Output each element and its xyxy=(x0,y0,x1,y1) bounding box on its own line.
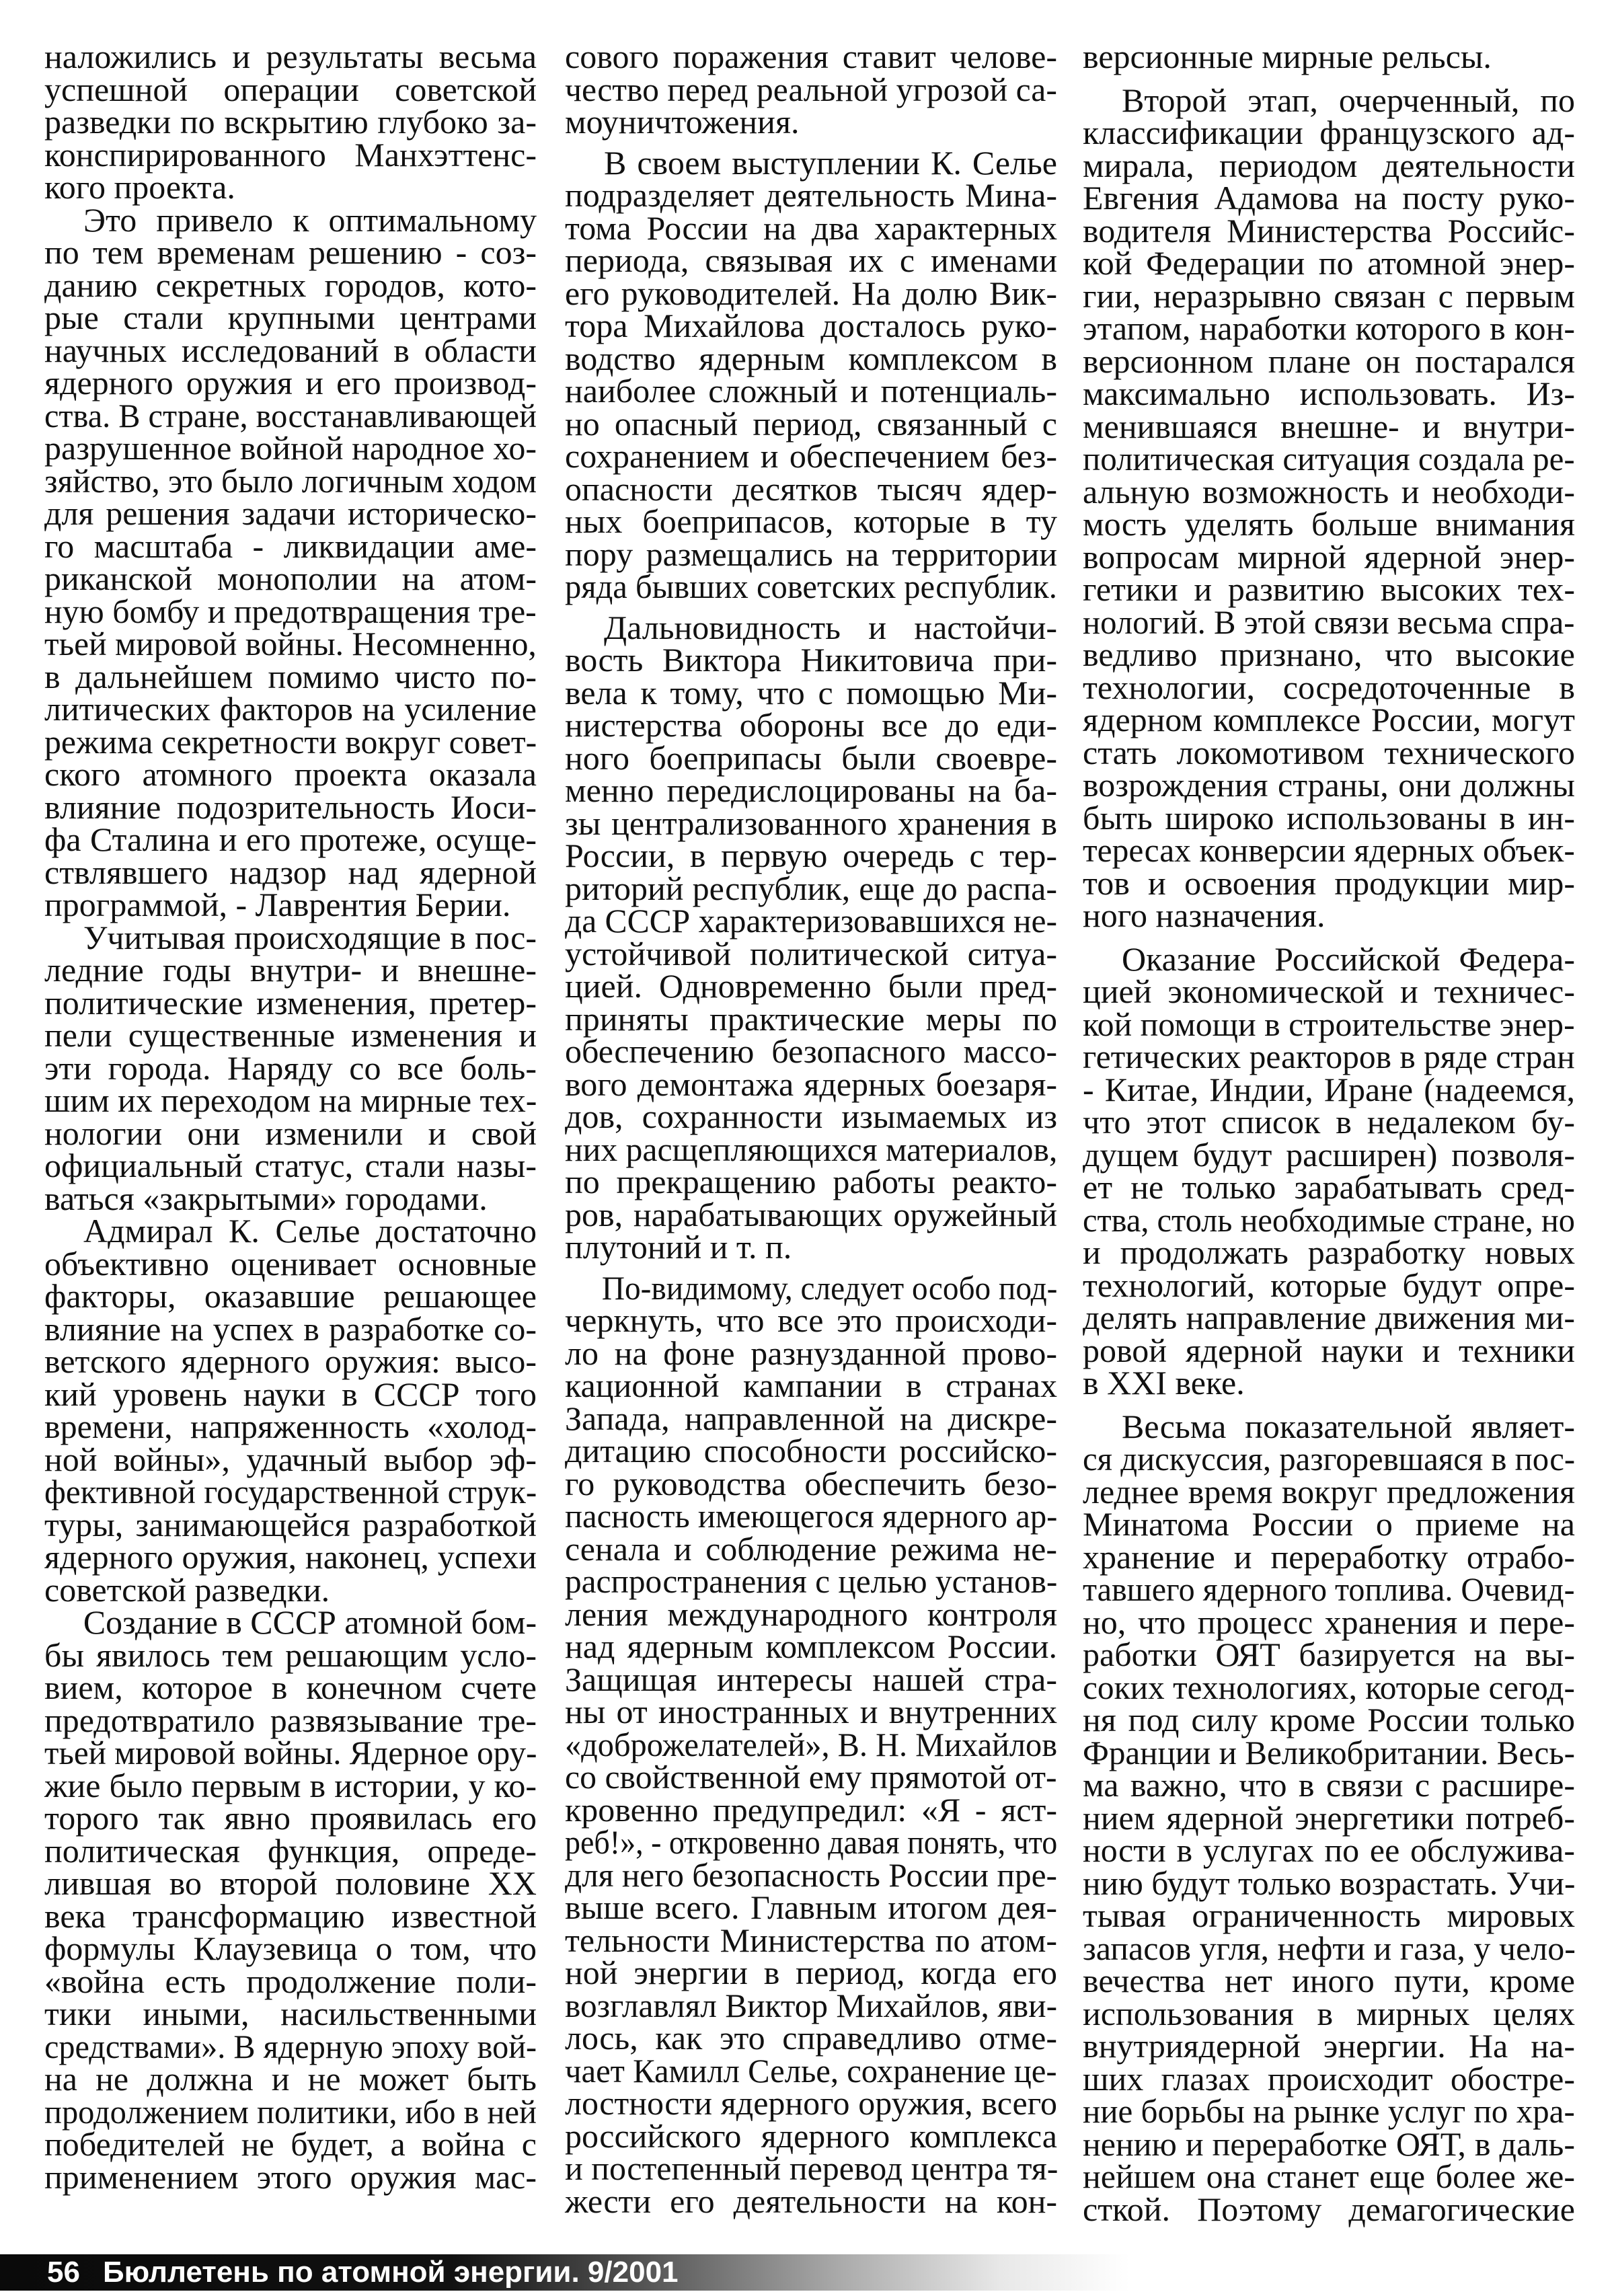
text-line: риканской монополии на атом- xyxy=(44,560,537,597)
text-line: Учитывая происходящие в пос- xyxy=(83,918,537,956)
text-line: «доброжелателей», В. Н. Михайлов xyxy=(565,1725,1058,1763)
text-line: мирала, периодом деятельности xyxy=(1083,146,1575,184)
text-line: ядерном комплексе России, могут xyxy=(1083,701,1575,738)
text-line: нейшем она станет еще более же- xyxy=(1083,2157,1575,2195)
text-line: ности в услугах по ее обслужива- xyxy=(1083,1831,1575,1869)
text-line: литических факторов на усиление xyxy=(44,690,537,728)
text-line: Запада, направленной на дискре- xyxy=(565,1399,1057,1437)
text-line: объективно оценивает основные xyxy=(44,1244,537,1283)
text-line: - Китае, Индии, Иране (надеемся, xyxy=(1083,1070,1575,1108)
text-line: ветского ядерного оружия: высо- xyxy=(44,1342,537,1380)
text-line: ряда бывших советских республик. xyxy=(565,568,1057,605)
text-line: ны от иностранных и внутренних xyxy=(565,1693,1057,1730)
text-line: цией экономической и техничес- xyxy=(1083,972,1575,1010)
text-line: ную бомбу и предотвращения тре- xyxy=(44,592,537,630)
text-line: лось, как это справедливо отме- xyxy=(565,2019,1057,2057)
text-line: влияние на успех в разработке со- xyxy=(44,1309,537,1348)
page-footer xyxy=(0,2254,1614,2291)
text-line: нием ядерной энергетики потреб- xyxy=(1083,1798,1575,1837)
text-line: успешной операции советской xyxy=(44,70,537,108)
text-line: и продолжать разработку новых xyxy=(1083,1233,1575,1271)
text-line: эти города. Наряду со все боль- xyxy=(44,1048,537,1087)
text-line: версионном плане он постарался xyxy=(1083,342,1575,380)
text-line: тьей мировой войны. Несомненно, xyxy=(44,625,537,662)
text-line: нению и переработке ОЯТ, в даль- xyxy=(1083,2125,1575,2163)
text-line: ства. В стране, восстанавливающей xyxy=(44,396,537,434)
text-line: наиболее сложный и потенциаль- xyxy=(565,372,1057,410)
text-line: леднее время вокруг предложения xyxy=(1083,1472,1575,1510)
page-number: 56 xyxy=(47,2256,80,2289)
text-line: Франции и Великобритании. Весь- xyxy=(1083,1733,1576,1771)
text-line: шим их переходом на мирные тех- xyxy=(44,1081,537,1119)
text-line: ной энергии в период, когда его xyxy=(565,1954,1057,1991)
text-line: вого демонтажа ядерных боезаря- xyxy=(565,1065,1057,1103)
text-line: работки ОЯТ базируется на вы- xyxy=(1083,1636,1575,1673)
text-line: нистерства обороны все до еди- xyxy=(565,706,1057,744)
text-line: вечества нет иного пути, кроме xyxy=(1083,1962,1575,1999)
text-line: подразделяет деятельность Мина- xyxy=(565,176,1057,214)
text-line: нологий. В этой связи весьма спра- xyxy=(1083,603,1575,641)
text-line: времени, напряженность «холод- xyxy=(44,1408,537,1445)
text-line: быть широко использованы в ин- xyxy=(1083,798,1575,837)
text-line: его руководителей. На долю Вик- xyxy=(565,274,1057,312)
text-line: стать локомотивом технического xyxy=(1083,733,1575,771)
text-line: Это привело к оптимальному xyxy=(83,200,537,239)
text-line: дитацию способности российско- xyxy=(565,1432,1057,1469)
text-line: и постепенный перевод центра тя- xyxy=(565,2149,1059,2187)
text-line: лившая во второй половине XX xyxy=(44,1864,537,1902)
paragraph xyxy=(44,918,537,1217)
paragraph xyxy=(565,143,1057,605)
text-line: пору размещались на территории xyxy=(565,535,1057,573)
text-column-2 xyxy=(565,38,1059,2220)
text-line: ров, нарабатывающих оружейный xyxy=(565,1195,1057,1233)
text-line: разрушенное войной народное хо- xyxy=(44,429,537,467)
text-line: Защищая интересы нашей стра- xyxy=(565,1660,1057,1698)
text-line: тывая ограниченность мировых xyxy=(1083,1897,1575,1934)
text-line: ся дискуссия, разгоревшаяся в пос- xyxy=(1083,1440,1576,1478)
text-line: для решения задачи историческо- xyxy=(44,494,537,532)
text-line: в XXI веке. xyxy=(1083,1364,1245,1402)
text-line: ло на фоне разнузданной прово- xyxy=(565,1334,1057,1372)
text-line: Второй этап, очерченный, по xyxy=(1122,81,1575,119)
text-line: да СССР характеризовавшихся не- xyxy=(565,902,1057,940)
text-line: ведливо признано, что высокие xyxy=(1083,636,1575,673)
text-line: влияние подозрительность Иоси- xyxy=(44,788,537,826)
text-line: факторы, оказавшие решающее xyxy=(44,1277,537,1315)
text-line: тома России на два характерных xyxy=(565,208,1057,247)
text-line: тьей мировой войны. Ядерное ору- xyxy=(44,1734,537,1771)
text-line: чает Камилл Селье, сохранение це- xyxy=(565,2051,1057,2090)
text-line: этапом, наработки которого в кон- xyxy=(1083,309,1575,347)
text-line: фективной государственной струк- xyxy=(44,1473,537,1510)
text-line: пасность имеющегося ядерного ар- xyxy=(565,1497,1058,1535)
text-line: ствлявшего надзор над ядерной xyxy=(44,853,537,891)
text-line: Создание в СССР атомной бом- xyxy=(83,1603,537,1641)
paragraph xyxy=(44,1603,537,2196)
text-line: ровой ядерной науки и техники xyxy=(1083,1331,1575,1369)
text-line: гетики и развитию высоких тех- xyxy=(1083,570,1575,608)
text-line: над ядерным комплексом России. xyxy=(565,1628,1057,1665)
text-line: технологии, сосредоточенные в xyxy=(1083,668,1575,706)
text-line: моуничтожения. xyxy=(565,103,800,141)
text-line: риторий республик, еще до распа- xyxy=(565,869,1057,907)
text-line: рые стали крупными центрами xyxy=(44,299,537,336)
text-line: менившаяся внешне- и внутри- xyxy=(1083,407,1575,445)
text-line: дущем будут расширен) позволя- xyxy=(1083,1135,1575,1174)
text-line: плутоний и т. п. xyxy=(565,1228,792,1266)
text-line: распространения с целью установ- xyxy=(565,1562,1058,1600)
paragraph xyxy=(1083,940,1575,1402)
text-line: программой, - Лаврентия Берии. xyxy=(44,886,511,923)
text-line: ших глазах происходит обостре- xyxy=(1083,2059,1575,2098)
text-line: сового поражения ставит челове- xyxy=(565,38,1057,75)
text-line: максимально использовать. Из- xyxy=(1083,375,1575,412)
text-line: со свойственной ему прямотой от- xyxy=(565,1758,1057,1796)
text-line: тавшего ядерного топлива. Очевид- xyxy=(1083,1570,1575,1608)
text-line: них расщепляющихся материалов, xyxy=(565,1130,1058,1168)
text-line: лостности ядерного оружия, всего xyxy=(565,2084,1057,2122)
text-line: ядерного оружия, наконец, успехи xyxy=(44,1538,537,1576)
text-line: зяйство, это было логичным ходом xyxy=(44,461,537,500)
text-line: века трансформацию известной xyxy=(44,1897,537,1935)
text-line: тов и освоения продукции мир- xyxy=(1083,864,1575,902)
text-line: приняты практические меры по xyxy=(565,999,1057,1038)
paragraph xyxy=(44,1212,537,1609)
text-line: менно передислоцированы на ба- xyxy=(565,771,1057,809)
text-line: ние борьбы на рынке услуг по хра- xyxy=(1083,2092,1575,2130)
text-line: но, что процесс хранения и пере- xyxy=(1083,1603,1575,1641)
text-line: в дальнейшем помимо чисто по- xyxy=(44,657,537,695)
text-line: го масштаба - ликвидации аме- xyxy=(44,527,537,565)
text-line: цией. Одновременно были пред- xyxy=(565,967,1057,1005)
text-line: Оказание Российской Федера- xyxy=(1122,940,1575,978)
text-line: сткой. Поэтому демагогические xyxy=(1083,2190,1575,2228)
text-line: данию секретных городов, кото- xyxy=(44,266,537,304)
paragraph xyxy=(565,1268,1059,2220)
footer-text xyxy=(47,2254,679,2291)
text-line: по прекращению работы реакто- xyxy=(565,1163,1057,1200)
text-line: жие было первым в истории, у ко- xyxy=(44,1766,537,1804)
paragraph xyxy=(565,40,1057,139)
text-line: хранение и переработку отрабо- xyxy=(1083,1537,1575,1576)
text-line: технологий, которые будут опре- xyxy=(1083,1266,1575,1304)
text-line: средствами». В ядерную эпоху вой- xyxy=(44,2027,537,2065)
text-line: периода, связывая их с именами xyxy=(565,241,1057,279)
text-line: продолжением политики, ибо в ней xyxy=(44,2092,537,2131)
text-line: формулы Клаузевица о том, что xyxy=(44,1929,537,1967)
text-line: опасности десятков тысяч ядер- xyxy=(565,469,1057,508)
text-line: ского атомного проекта оказала xyxy=(44,755,537,793)
text-line: тересах конверсии ядерных объек- xyxy=(1083,831,1575,869)
text-line: что этот список в недалеком бу- xyxy=(1083,1103,1575,1141)
paragraph xyxy=(1083,1407,1576,2228)
text-line: сохранением и обеспечением без- xyxy=(565,437,1057,475)
text-line: но опасный период, связанный с xyxy=(565,404,1057,443)
text-line: ваться «закрытыми» городами. xyxy=(44,1179,488,1217)
text-line: ного боеприпасы были своевре- xyxy=(565,738,1057,777)
text-line: советской разведки. xyxy=(44,1570,330,1609)
text-line: использования в мирных целях xyxy=(1083,1994,1575,2032)
text-line: внутриядерной энергии. На на- xyxy=(1083,2027,1575,2065)
text-line: российского ядерного комплекса xyxy=(565,2116,1057,2155)
text-line: классификации французского ад- xyxy=(1083,114,1575,151)
text-line: сенала и соблюдение режима не- xyxy=(565,1529,1057,1568)
text-line: кий уровень науки в СССР того xyxy=(44,1375,537,1413)
publication-title: Бюллетень по атомной энергии. 9/2001 xyxy=(102,2256,679,2289)
text-line: разведки по вскрытию глубоко за- xyxy=(44,103,537,141)
text-line: победителей не будет, а война с xyxy=(44,2125,537,2163)
text-line: соких технологиях, которые сегод- xyxy=(1083,1668,1575,1706)
text-line: нологии они изменили и свой xyxy=(44,1114,537,1152)
text-line: по тем временам решению - соз- xyxy=(44,233,537,271)
text-line: кровенно предупредил: «Я - яст- xyxy=(565,1790,1057,1829)
text-line: версионные мирные рельсы. xyxy=(1083,38,1492,75)
text-line: Адмирал К. Селье достаточно xyxy=(83,1212,537,1250)
text-line: Минатома России о приеме на xyxy=(1083,1505,1575,1543)
text-line: возрождения страны, они должны xyxy=(1083,766,1575,804)
text-line: бы явилось тем решающим усло- xyxy=(44,1636,537,1674)
text-line: Евгения Адамова на посту руко- xyxy=(1083,179,1575,217)
text-line: ной войны», удачный выбор эф- xyxy=(44,1440,537,1478)
paragraph xyxy=(565,608,1058,1266)
text-line: кационной кампании в странах xyxy=(565,1367,1057,1404)
text-line: ет не только зарабатывать сред- xyxy=(1083,1168,1575,1206)
text-line: черкнуть, что все это происходи- xyxy=(565,1301,1057,1339)
text-line: наложились и результаты весьма xyxy=(44,38,537,75)
text-line: политическая функция, опреде- xyxy=(44,1831,537,1870)
paragraph xyxy=(1083,81,1575,934)
text-line: альную возможность и необходи- xyxy=(1083,472,1575,510)
text-line: пели существенные изменения и xyxy=(44,1016,537,1054)
text-column-3 xyxy=(1083,38,1576,2228)
text-line: дов, сохранности изымаемых из xyxy=(565,1098,1057,1135)
text-line: ных боеприпасов, которые в ту xyxy=(565,502,1057,540)
text-line: нию будут только возрастать. Учи- xyxy=(1083,1864,1576,1902)
text-line: кой помощи в строительстве энер- xyxy=(1083,1005,1575,1043)
text-line: кой Федерации по атомной энер- xyxy=(1083,244,1575,282)
text-line: ления международного контроля xyxy=(565,1595,1057,1633)
text-line: ма важно, что в связи с расшире- xyxy=(1083,1766,1575,1804)
text-line: применением этого оружия мас- xyxy=(44,2157,537,2196)
text-line: жести его деятельности на кон- xyxy=(565,2182,1057,2220)
text-line: научных исследований в области xyxy=(44,331,537,369)
text-line: для него безопасность России пре- xyxy=(565,1855,1057,1894)
text-line: вость Виктора Никитовича при- xyxy=(565,641,1057,679)
text-line: устойчивой политической ситуа- xyxy=(565,934,1057,972)
text-line: запасов угля, нефти и газа, у чело- xyxy=(1083,1929,1576,1967)
text-line: официальный статус, стали назы- xyxy=(44,1147,537,1184)
text-line: «война есть продолжение поли- xyxy=(44,1962,537,2000)
text-line: России, в первую очередь с тер- xyxy=(565,837,1057,874)
text-line: делять направление движения ми- xyxy=(1083,1299,1575,1336)
text-line: ня под силу кроме России только xyxy=(1083,1701,1575,1738)
text-line: фа Сталина и его протеже, осуще- xyxy=(44,820,537,858)
paragraph xyxy=(44,40,537,204)
text-line: конспирированного Манхэттенс- xyxy=(44,135,537,174)
text-line: кого проекта. xyxy=(44,168,235,206)
text-line: По-видимому, следует особо под- xyxy=(601,1268,1058,1307)
text-line: торого так явно проявилась его xyxy=(44,1799,537,1837)
text-line: ледние годы внутри- и внешне- xyxy=(44,951,537,989)
text-line: ного назначения. xyxy=(1083,896,1325,934)
text-line: ства, столь необходимые стране, но xyxy=(1083,1200,1575,1239)
text-line: возглавлял Виктор Михайлов, яви- xyxy=(565,1986,1057,2024)
text-line: на не должна и не может быть xyxy=(44,2060,537,2098)
text-line: Дальновидность и настойчи- xyxy=(604,608,1057,646)
text-line: предотвратило развязывание тре- xyxy=(44,1701,537,1739)
text-line: обеспечению безопасного массо- xyxy=(565,1032,1057,1070)
paragraph xyxy=(44,200,537,923)
text-line: режима секретности вокруг совет- xyxy=(44,722,537,761)
text-line: вела к тому, что с помощью Ми- xyxy=(565,673,1057,712)
text-line: тельности Министерства по атом- xyxy=(565,1921,1057,1959)
text-line: политические изменения, претер- xyxy=(44,983,537,1022)
text-line: го руководства обеспечить безо- xyxy=(565,1464,1057,1502)
text-column-1 xyxy=(44,38,537,2196)
text-line: В своем выступлении К. Селье xyxy=(604,143,1057,182)
text-line: ядерного оружия и его производ- xyxy=(44,364,537,401)
text-line: гетических реакторов в ряде стран xyxy=(1083,1038,1575,1075)
text-line: мость уделять больше внимания xyxy=(1083,505,1575,543)
text-line: вием, которое в конечном счете xyxy=(44,1669,537,1706)
text-line: водство ядерным комплексом в xyxy=(565,339,1057,377)
text-line: тики иными, насильственными xyxy=(44,1995,537,2032)
text-line: зы централизованного хранения в xyxy=(565,804,1057,842)
text-line: Весьма показательной являет- xyxy=(1122,1407,1575,1445)
text-line: вопросам мирной ядерной энер- xyxy=(1083,537,1575,576)
text-line: водителя Министерства Российс- xyxy=(1083,211,1575,250)
text-line: гии, неразрывно связан с первым xyxy=(1083,276,1575,315)
text-line: чество перед реальной угрозой са- xyxy=(565,70,1057,108)
text-line: тора Михайлова досталось руко- xyxy=(565,307,1057,344)
text-line: туры, занимающейся разработкой xyxy=(44,1505,537,1543)
text-line: выше всего. Главным итогом дея- xyxy=(565,1888,1057,1926)
text-line: политическая ситуация создала ре- xyxy=(1083,440,1575,477)
text-line: реб!», - откровенно давая понять, что xyxy=(565,1823,1058,1861)
paragraph xyxy=(1083,40,1575,73)
